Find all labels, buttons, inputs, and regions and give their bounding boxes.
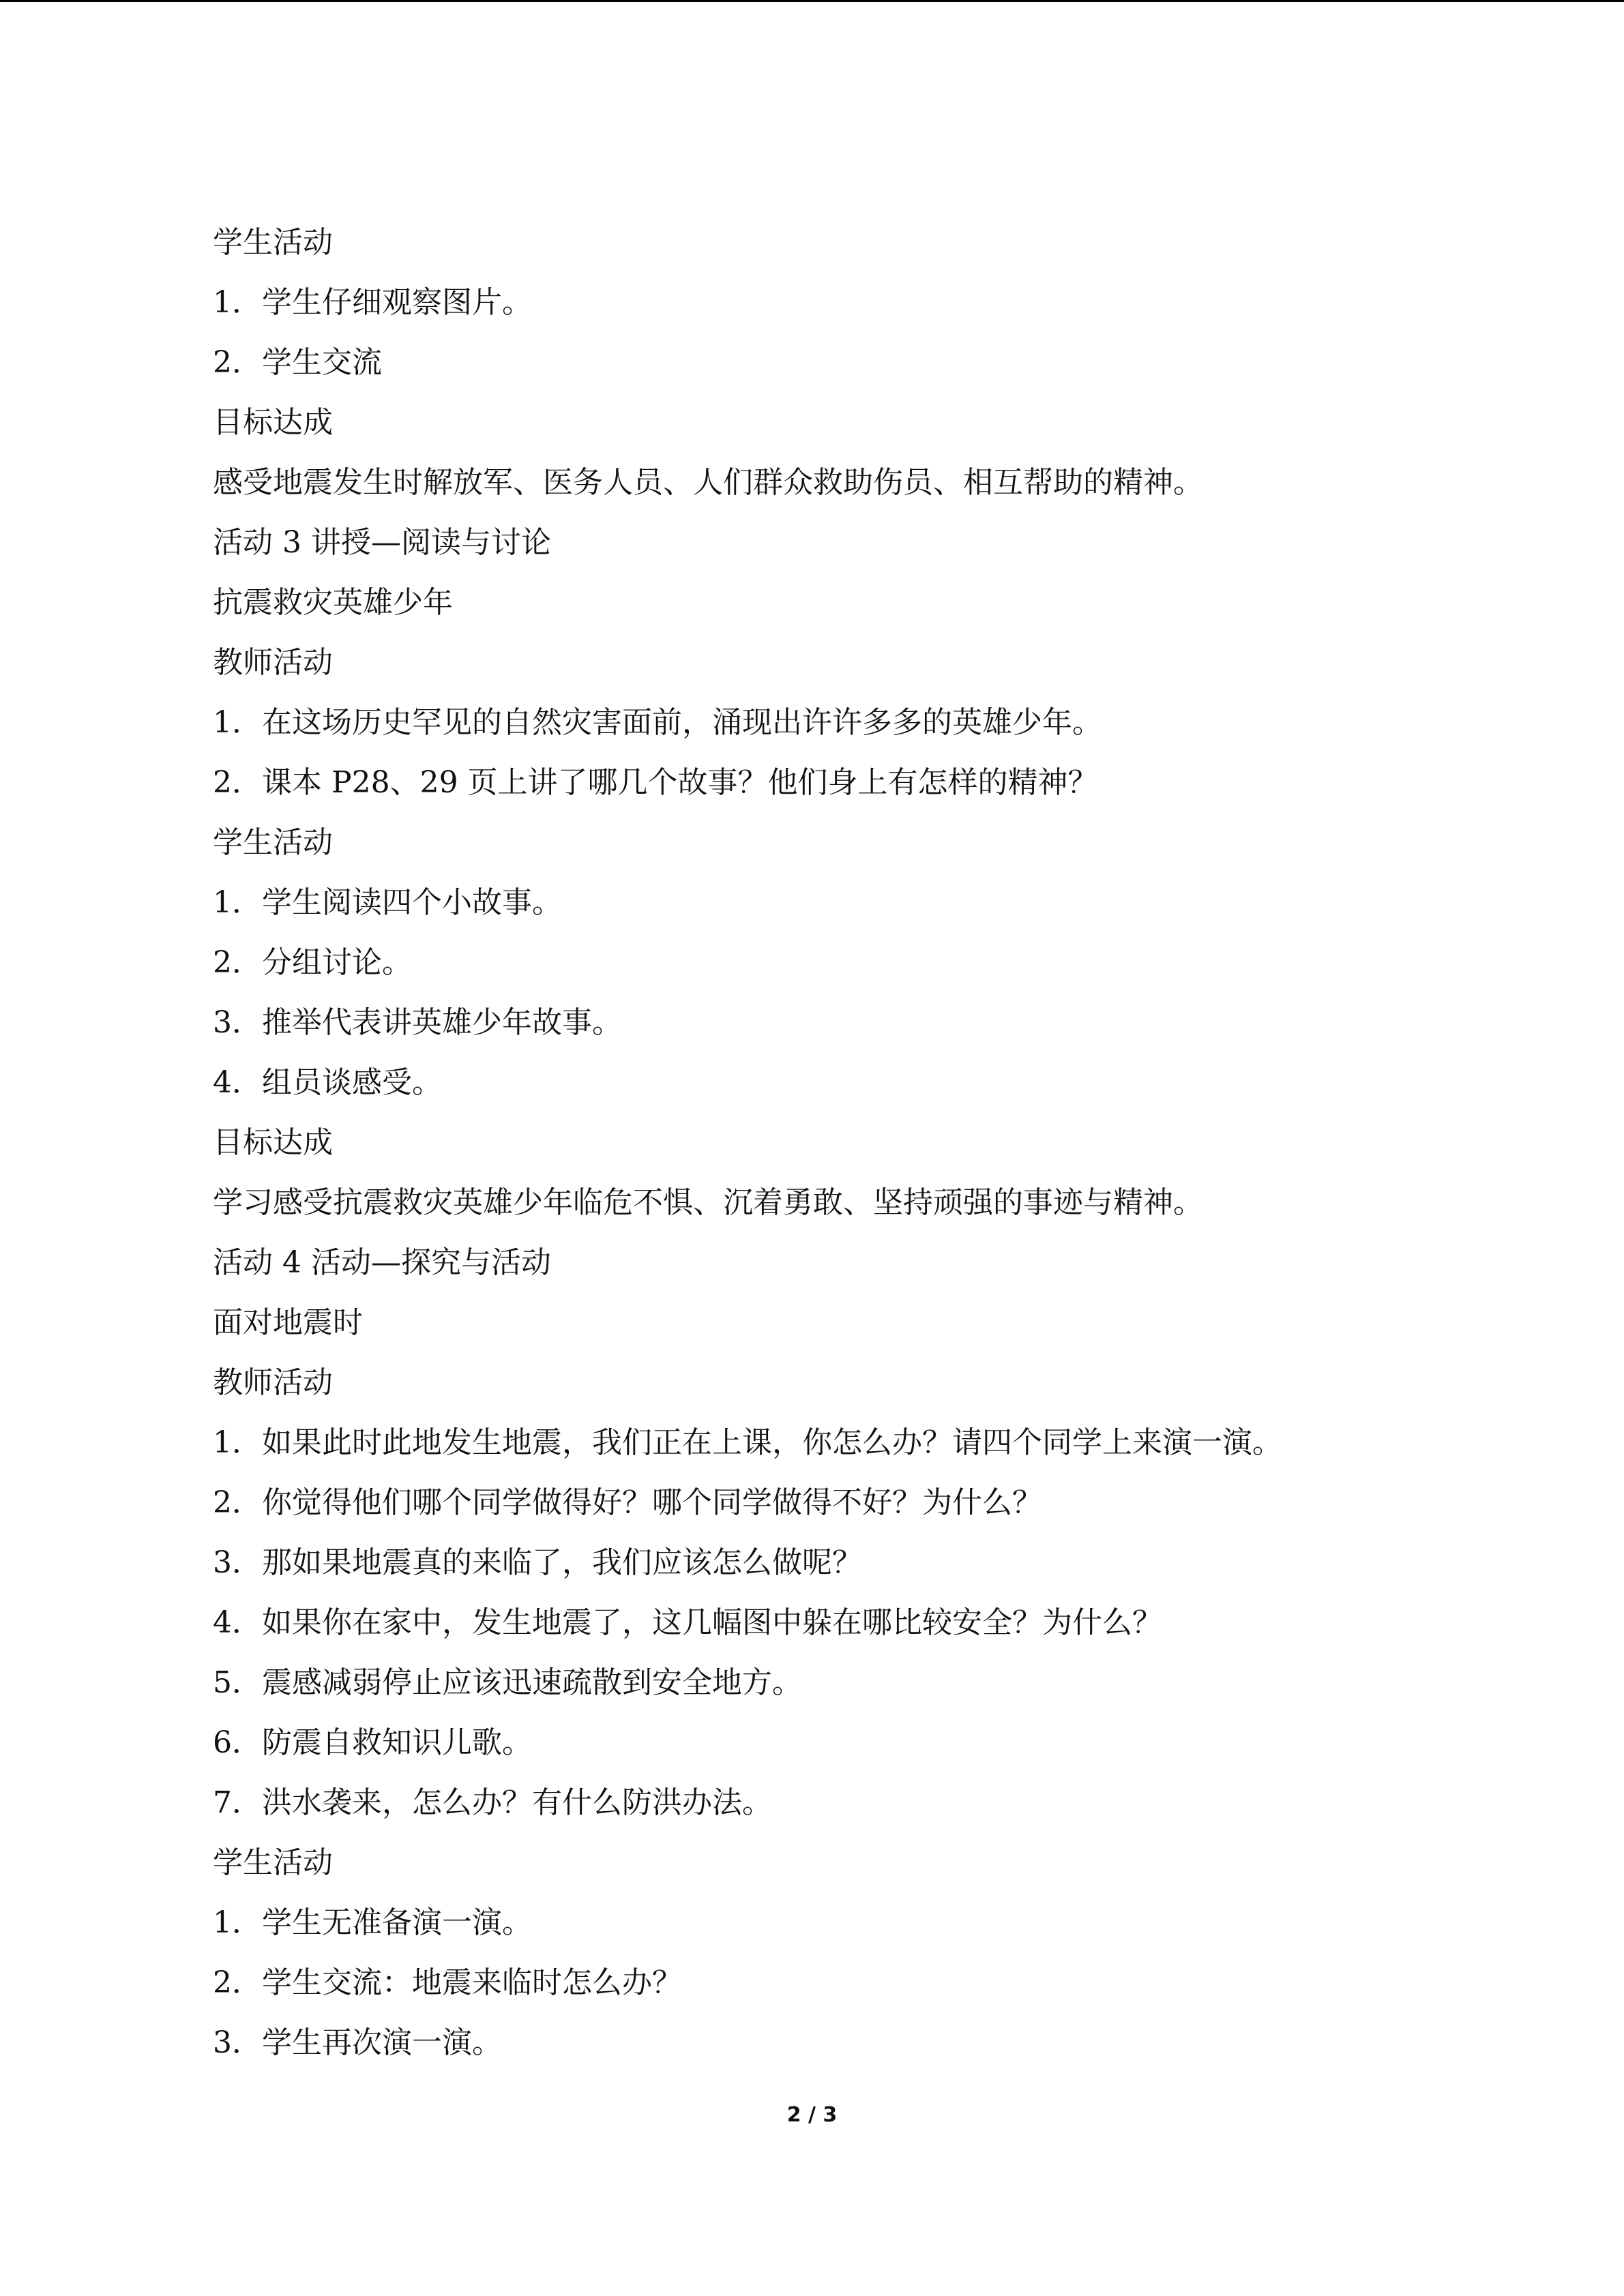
list-item: 2．分组讨论。 bbox=[213, 945, 412, 980]
list-item: 2．你觉得他们哪个同学做得好？哪个同学做得不好？为什么？ bbox=[213, 1485, 1042, 1520]
list-item: 4．如果你在家中，发生地震了，这几幅图中躲在哪比较安全？为什么？ bbox=[213, 1605, 1162, 1640]
section-heading-teacher-activity: 教师活动 bbox=[213, 1365, 333, 1400]
top-border-rule bbox=[0, 0, 1624, 2]
activity-heading: 活动 3 讲授—阅读与讨论 bbox=[213, 525, 551, 560]
list-item: 1．学生无准备演一演。 bbox=[213, 1905, 532, 1940]
paragraph: 感受地震发生时解放军、医务人员、人们群众救助伤员、相互帮助的精神。 bbox=[213, 465, 1203, 500]
section-heading-student-activity: 学生活动 bbox=[213, 225, 333, 260]
document-body bbox=[213, 213, 1427, 2073]
list-item: 4．组员谈感受。 bbox=[213, 1065, 442, 1100]
section-heading-goal: 目标达成 bbox=[213, 405, 333, 440]
list-item: 3．那如果地震真的来临了，我们应该怎么做呢？ bbox=[213, 1545, 862, 1580]
section-heading-student-activity: 学生活动 bbox=[213, 1845, 333, 1880]
activity-subtitle: 面对地震时 bbox=[213, 1305, 363, 1340]
paragraph: 学习感受抗震救灾英雄少年临危不惧、沉着勇敢、坚持顽强的事迹与精神。 bbox=[213, 1185, 1203, 1220]
section-heading-teacher-activity: 教师活动 bbox=[213, 645, 333, 680]
list-item: 1．学生仔细观察图片。 bbox=[213, 285, 532, 320]
list-item: 5．震感减弱停止应该迅速疏散到安全地方。 bbox=[213, 1665, 802, 1700]
list-item: 2．学生交流 bbox=[213, 345, 382, 380]
page-number: 2 / 3 bbox=[786, 2103, 838, 2127]
list-item: 7．洪水袭来，怎么办？有什么防洪办法。 bbox=[213, 1785, 772, 1820]
section-heading-goal: 目标达成 bbox=[213, 1125, 333, 1160]
list-item: 2．学生交流：地震来临时怎么办？ bbox=[213, 1965, 682, 2000]
list-item: 1．在这场历史罕见的自然灾害面前，涌现出许许多多的英雄少年。 bbox=[213, 705, 1102, 740]
list-item: 3．推举代表讲英雄少年故事。 bbox=[213, 1005, 622, 1040]
list-item: 2．课本 P28、29 页上讲了哪几个故事？他们身上有怎样的精神？ bbox=[213, 765, 1098, 800]
list-item: 1．如果此时此地发生地震，我们正在上课，你怎么办？请四个同学上来演一演。 bbox=[213, 1425, 1282, 1460]
list-item: 1．学生阅读四个小故事。 bbox=[213, 885, 562, 920]
section-heading-student-activity: 学生活动 bbox=[213, 825, 333, 860]
activity-subtitle: 抗震救灾英雄少年 bbox=[213, 585, 453, 620]
list-item: 6．防震自救知识儿歌。 bbox=[213, 1725, 532, 1760]
activity-heading: 活动 4 活动—探究与活动 bbox=[213, 1245, 551, 1280]
list-item: 3．学生再次演一演。 bbox=[213, 2025, 502, 2060]
